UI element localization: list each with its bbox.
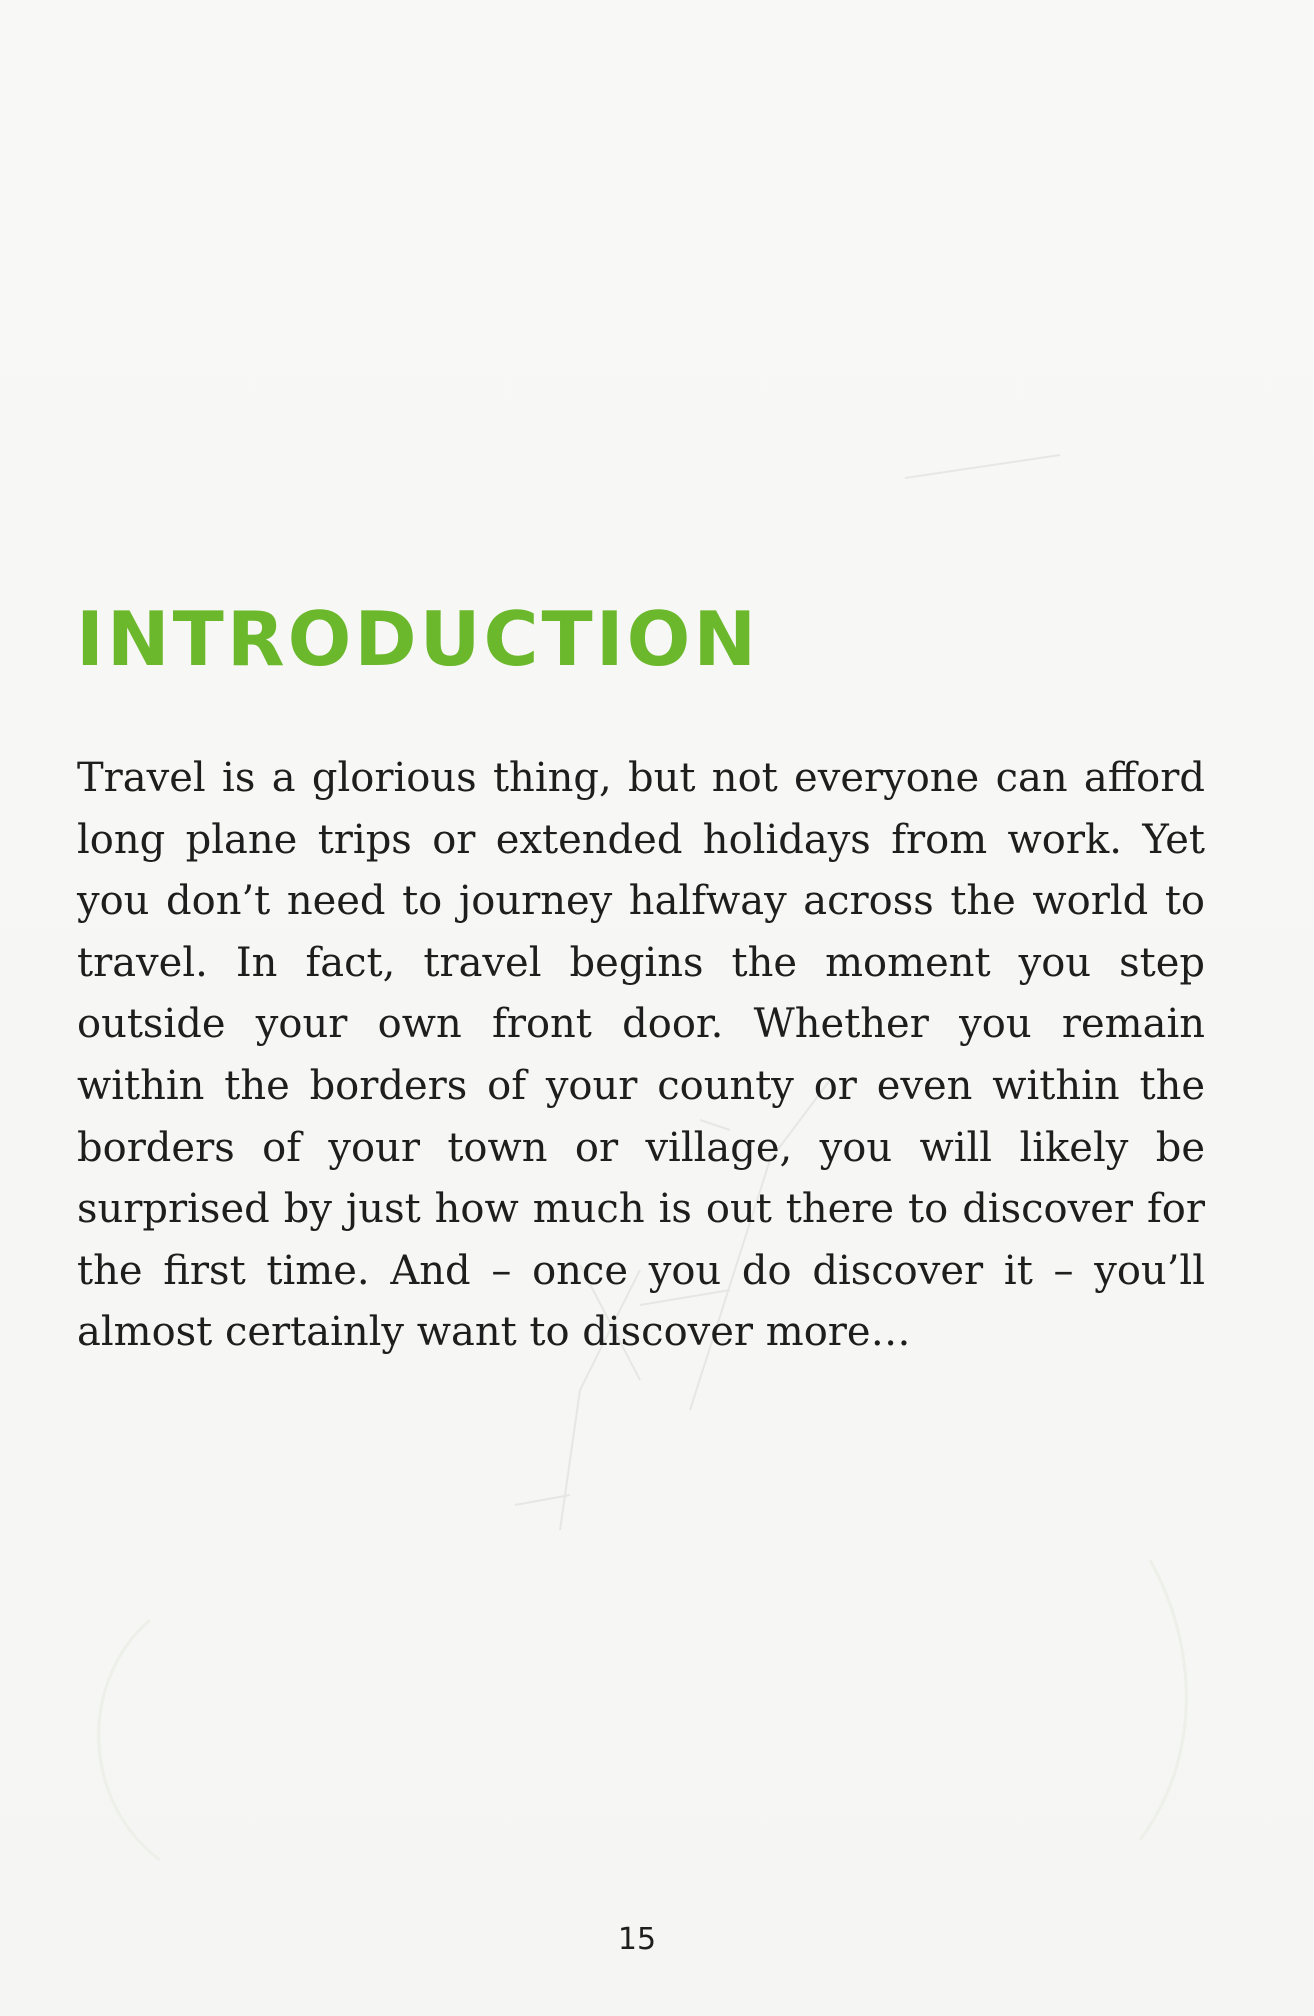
introduction-paragraph: Travel is a glorious thing, but not everyone can afford long plane trips or extended holidays from work. Yet you don’t need to journey halfway across the world to travel. In fact, travel begins the moment you step outside your own front door. Whether you remain within the borders of your county or even within the borders of your town or village, you will likely be surprised by just how much is out there to discover for the first time. And – once you do discover it – you’ll almost certainly want to discover more… — [77, 755, 1205, 1356]
page-number: 15 — [617, 1922, 657, 1957]
chapter-heading: INTRODUCTION — [76, 595, 760, 683]
